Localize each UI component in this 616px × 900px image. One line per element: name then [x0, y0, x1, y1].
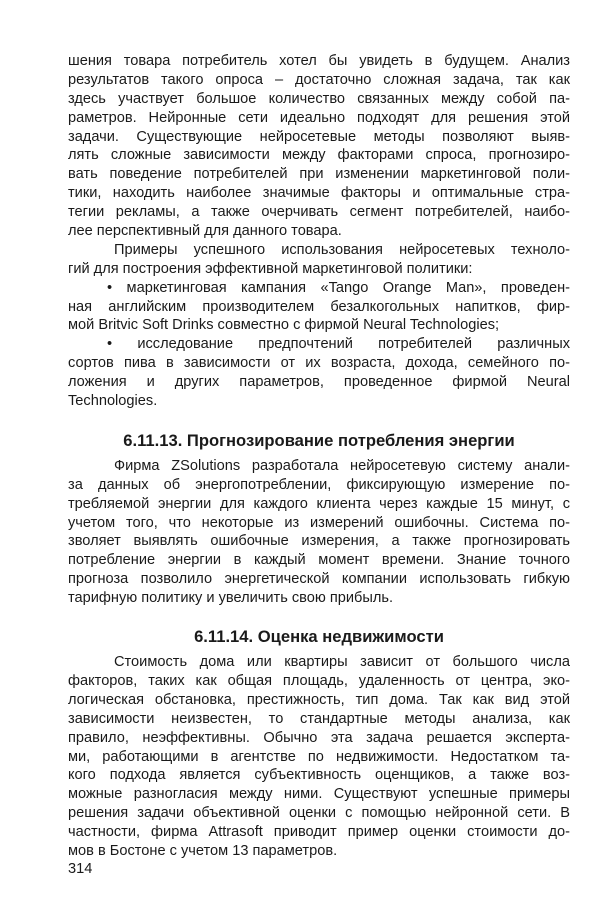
text-line: Фирма ZSolutions разработала нейросетевую систему анали-: [114, 457, 570, 474]
text-line: вать поведение потребителей при изменении маркетинговой поли-: [68, 166, 570, 183]
text-line: ми, работающими в агентстве по недвижимости. Недостатком та-: [68, 748, 570, 765]
text-line: гий для построения эффективной маркетинговой политики:: [68, 260, 473, 277]
text-line: ная английским производителем безалкогольных напитков, фир-: [68, 298, 570, 315]
text-line: логическая обстановка, престижность, тип дома. Так как вид этой: [68, 691, 570, 708]
text-line: • исследование предпочтений потребителей различных: [107, 336, 570, 353]
spacer: [68, 411, 570, 430]
text-line: тегии рекламы, а также очерчивать сегмент потребителей, наибо-: [68, 204, 570, 221]
spacer: [68, 608, 570, 626]
text-line: кого подхода является субъективность оценщиков, а также воз-: [68, 767, 570, 784]
realty-paragraph: [68, 653, 570, 861]
text-line: результатов такого опроса – достаточно сложная задача, так как: [68, 71, 570, 88]
section-heading-energy: 6.11.13. Прогнозирование потребления энергии: [123, 430, 515, 450]
bullet-item-beer: [68, 335, 570, 411]
page-body: [68, 52, 570, 861]
text-line: Примеры успешного использования нейросетевых техноло-: [114, 241, 570, 258]
text-line: факторов, таких как общая площадь, удаленность от центра, эко-: [68, 672, 570, 689]
text-line: можные разногласия между ними. Существуют успешные примеры: [68, 786, 570, 803]
text-line: решения задачи объективной оценки с помощью нейронной сети. В: [68, 805, 570, 822]
text-line: лее перспективный для данного товара.: [68, 223, 342, 240]
text-line: здесь участвует большое количество связанных между собой па-: [68, 90, 570, 107]
page-number: 314: [68, 861, 93, 877]
examples-paragraph: [68, 241, 570, 279]
intro-paragraph: [68, 52, 570, 241]
text-line: требляемой энергии для каждого клиента через каждые 15 минут, с: [68, 495, 570, 512]
text-line: раметров. Нейронные сети идеально подходят для решения этой: [68, 109, 570, 126]
text-line: зволяет выявлять ошибочные измерения, а также прогнозировать: [68, 533, 570, 550]
text-line: потребление энергии в каждый момент времени. Знание точного: [68, 552, 570, 569]
energy-paragraph: [68, 457, 570, 608]
section-heading-realty: 6.11.14. Оценка недвижимости: [194, 627, 444, 647]
text-line: ложения и других параметров, проведенное фирмой Neural: [68, 374, 570, 391]
text-line: шения товара потребитель хотел бы увидеть в будущем. Анализ: [68, 53, 570, 69]
text-line: • маркетинговая кампания «Tango Orange Man», проведен-: [107, 279, 570, 296]
text-line: за данных об энергопотреблении, фиксирующую измерение по-: [68, 476, 570, 493]
text-line: учетом того, что некоторые из измерений ошибочны. Система по-: [68, 514, 570, 531]
text-line: сортов пива в зависимости от их возраста, дохода, семейного по-: [68, 355, 570, 372]
text-line: Стоимость дома или квартиры зависит от большого числа: [114, 654, 570, 671]
text-line: прогноза позволило энергетической компании использовать гибкую: [68, 571, 570, 588]
text-line: задачи. Существующие нейросетевые методы позволяют выяв-: [68, 128, 570, 145]
text-line: мой Britvic Soft Drinks совместно с фирмой Neural Technologies;: [68, 317, 500, 334]
text-line: правило, неэффективны. Обычно эта задача решается эксперта-: [68, 729, 570, 746]
text-line: лять сложные зависимости между факторами спроса, прогнозиро-: [68, 147, 570, 164]
bullet-item-tango: [68, 279, 570, 336]
text-line: тарифную политику и увеличить свою прибыль.: [68, 590, 394, 607]
text-line: тики, находить наиболее значимые факторы и оптимальные стра-: [68, 185, 570, 202]
text-line: зависимости неизвестен, то стандартные методы анализа, как: [68, 710, 570, 727]
text-line: Technologies.: [68, 393, 158, 410]
text-line: частности, фирма Attrasoft приводит пример оценки стоимости до-: [68, 824, 570, 841]
text-line: мов в Бостоне с учетом 13 параметров.: [68, 842, 338, 859]
